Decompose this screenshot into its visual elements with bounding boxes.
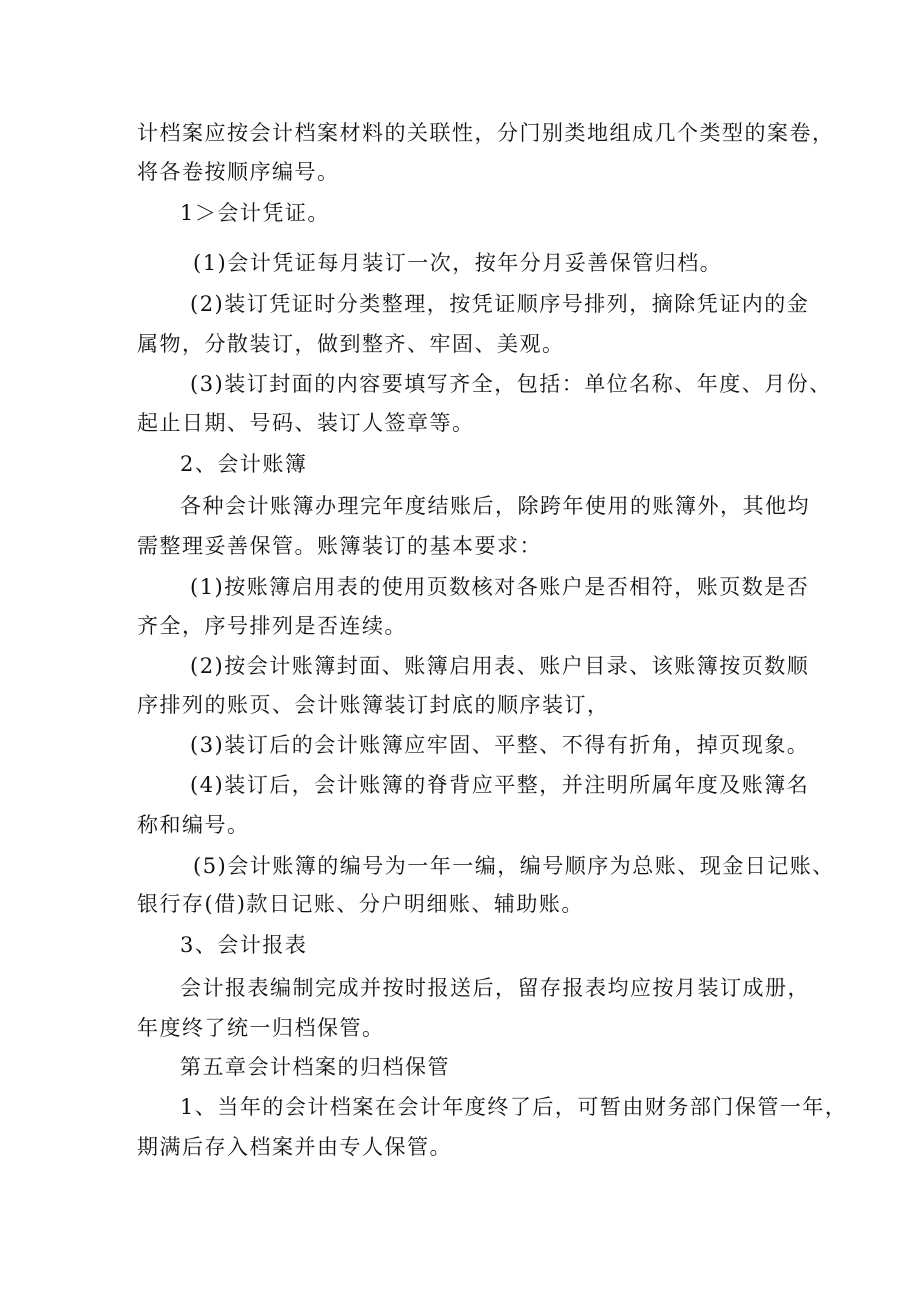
list-item: (1)会计凭证每月装订一次，按年分月妥善保管归档。 [193, 251, 723, 275]
paragraph-line: 各种会计账簿办理完年度结账后，除跨年使用的账簿外，其他均 [180, 494, 810, 518]
section-heading: 1＞会计凭证。 [180, 201, 330, 225]
text-line: 称和编号。 [137, 813, 250, 837]
list-item: (2)按会计账簿封面、账簿启用表、账户目录、该账簿按页数顺 [190, 654, 810, 678]
text-line: 起止日期、号码、装订人签章等。 [137, 411, 475, 435]
list-item: (3)装订封面的内容要填写齐全，包括：单位名称、年度、月份、 [190, 372, 832, 396]
section-heading: 3、会计报表 [180, 933, 308, 957]
paragraph-line: 会计报表编制完成并按时报送后，留存报表均应按月装订成册， [180, 976, 810, 1000]
text-line: 期满后存入档案并由专人保管。 [137, 1135, 452, 1159]
text-line: 银行存(借)款日记账、分户明细账、辅助账。 [137, 892, 584, 916]
text-line: 年度终了统一归档保管。 [137, 1016, 385, 1040]
text-line: 序排列的账页、会计账簿装订封底的顺序装订， [137, 693, 610, 717]
paragraph-line: 1、当年的会计档案在会计年度终了后，可暂由财务部门保管一年， [180, 1095, 848, 1119]
list-item: (5)会计账簿的编号为一年一编，编号顺序为总账、现金日记账、 [193, 854, 835, 878]
list-item: (4)装订后，会计账簿的脊背应平整，并注明所属年度及账簿名 [190, 773, 810, 797]
chapter-heading: 第五章会计档案的归档保管 [180, 1055, 450, 1079]
text-line: 需整理妥善保管。账簿装订的基本要求： [137, 534, 542, 558]
list-item: (3)装订后的会计账簿应牢固、平整、不得有折角，掉页现象。 [190, 733, 810, 757]
text-line: 将各卷按顺序编号。 [137, 160, 340, 184]
text-line: 属物，分散装订，做到整齐、牢固、美观。 [137, 332, 565, 356]
list-item: (1)按账簿启用表的使用页数核对各账户是否相符，账页数是否 [190, 575, 810, 599]
text-line: 齐全，序号排列是否连续。 [137, 614, 407, 638]
section-heading: 2、会计账簿 [180, 452, 308, 476]
list-item: (2)装订凭证时分类整理，按凭证顺序号排列，摘除凭证内的金 [190, 292, 810, 316]
text-line: 计档案应按会计档案材料的关联性，分门别类地组成几个类型的案卷， [137, 121, 835, 145]
